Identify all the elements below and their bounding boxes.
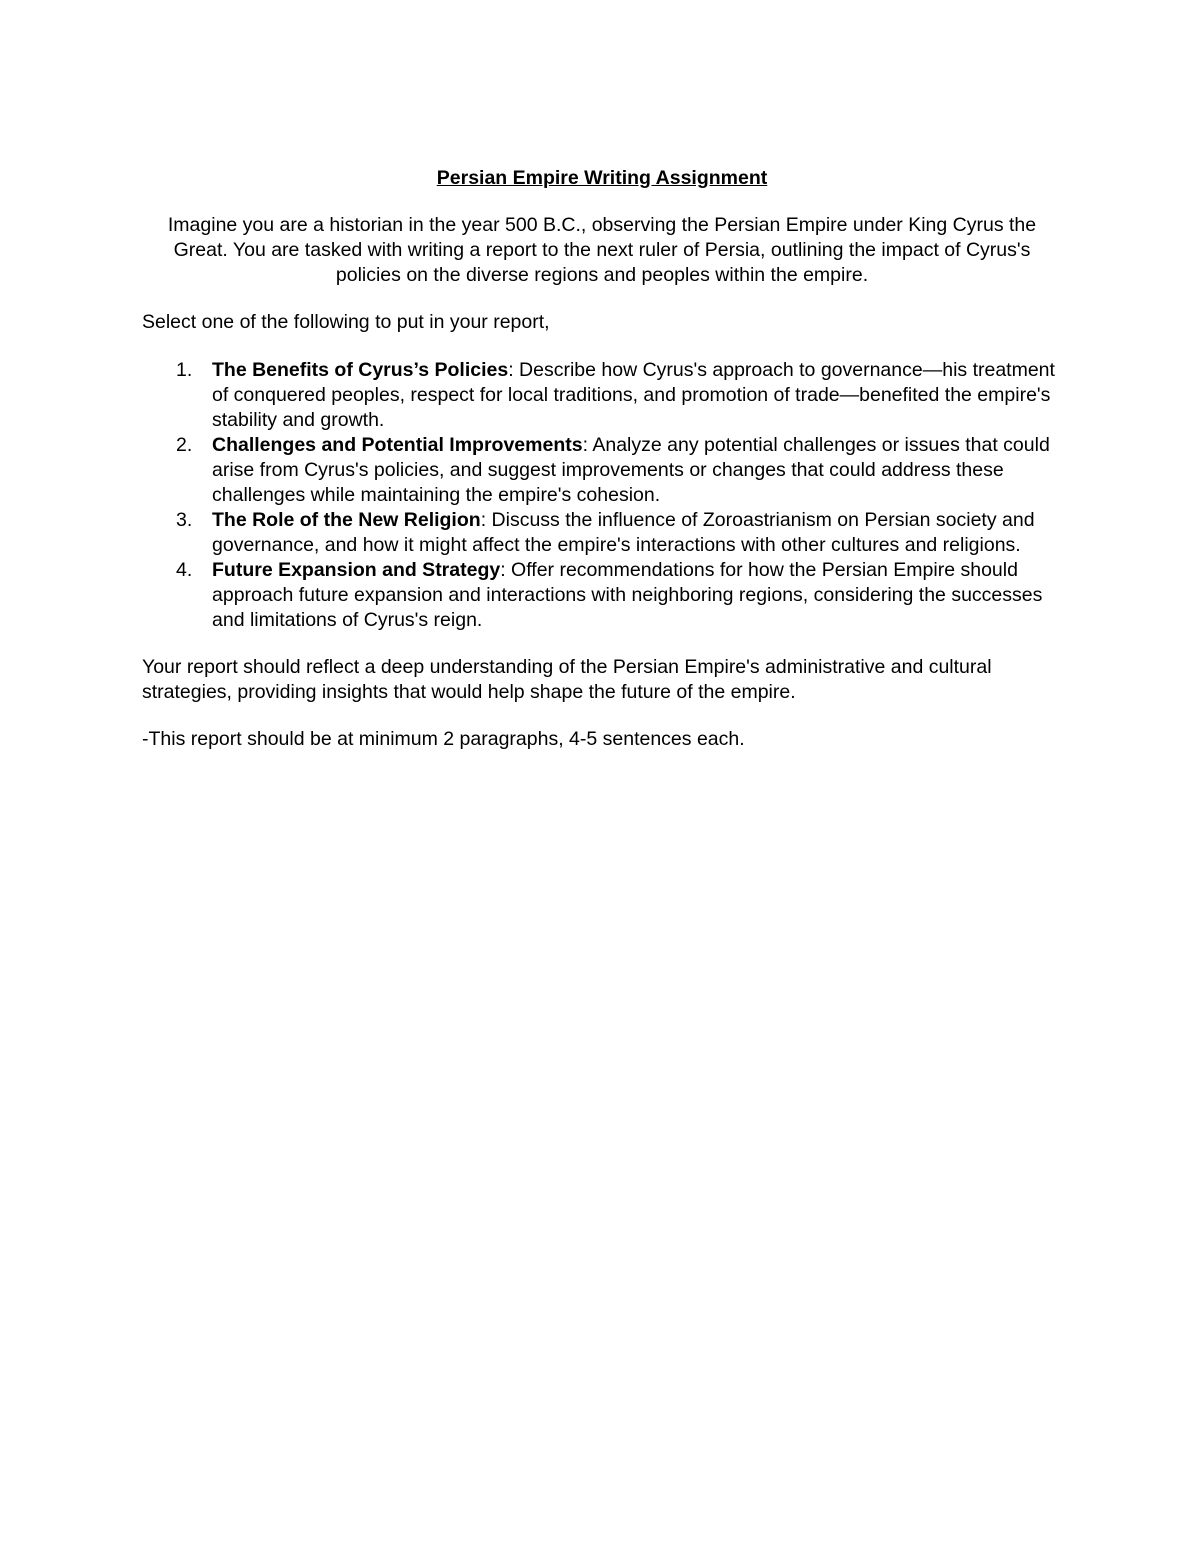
list-item-number: 4. — [176, 559, 193, 581]
list-item-number: 1. — [176, 359, 193, 381]
length-requirement: -This report should be at minimum 2 paragraphs, 4-5 sentences each. — [142, 728, 745, 750]
list-item-heading: The Role of the New Religion — [212, 509, 481, 531]
list-item-heading: Challenges and Potential Improvements — [212, 434, 583, 456]
list-item-heading: The Benefits of Cyrus’s Policies — [212, 359, 509, 381]
list-item-heading: Future Expansion and Strategy — [212, 559, 501, 581]
list-item — [142, 433, 1062, 508]
document-content — [142, 166, 1062, 752]
list-item — [142, 558, 1062, 633]
intro-paragraph: Imagine you are a historian in the year 500 B.C., observing the Persian Empire under King Cyrus the Great. You are tasked with writing a report to the next ruler of Persia, outlining the impact of Cyrus's policies on the diverse regions and peoples within the empire. — [167, 214, 1037, 286]
list-item-text: : Analyze any potential challenges or issues that could arise from Cyrus's policies, and suggest improvements or changes that could address these challenges while maintaining the empire's cohesion. — [212, 434, 1050, 506]
selection-prompt: Select one of the following to put in your report, — [142, 311, 550, 333]
list-item-text: : Describe how Cyrus's approach to governance—his treatment of conquered peoples, respect for local traditions, and promotion of trade—benefited the empire's stability and growth. — [212, 359, 1055, 431]
list-item-text: : Discuss the influence of Zoroastrianism on Persian society and governance, and how it might affect the empire's interactions with other cultures and religions. — [212, 509, 1035, 556]
list-item-number: 3. — [176, 509, 193, 531]
list-item-number: 2. — [176, 434, 193, 456]
options-list — [142, 358, 1062, 633]
closing-paragraph: Your report should reflect a deep understanding of the Persian Empire's administrative and cultural strategies, providing insights that would help shape the future of the empire. — [142, 656, 992, 703]
list-item-text: : Offer recommendations for how the Persian Empire should approach future expansion and interactions with neighboring regions, considering the successes and limitations of Cyrus's reign. — [212, 559, 1043, 631]
list-item — [142, 358, 1062, 433]
document-title: Persian Empire Writing Assignment — [436, 167, 768, 189]
list-item — [142, 508, 1062, 558]
